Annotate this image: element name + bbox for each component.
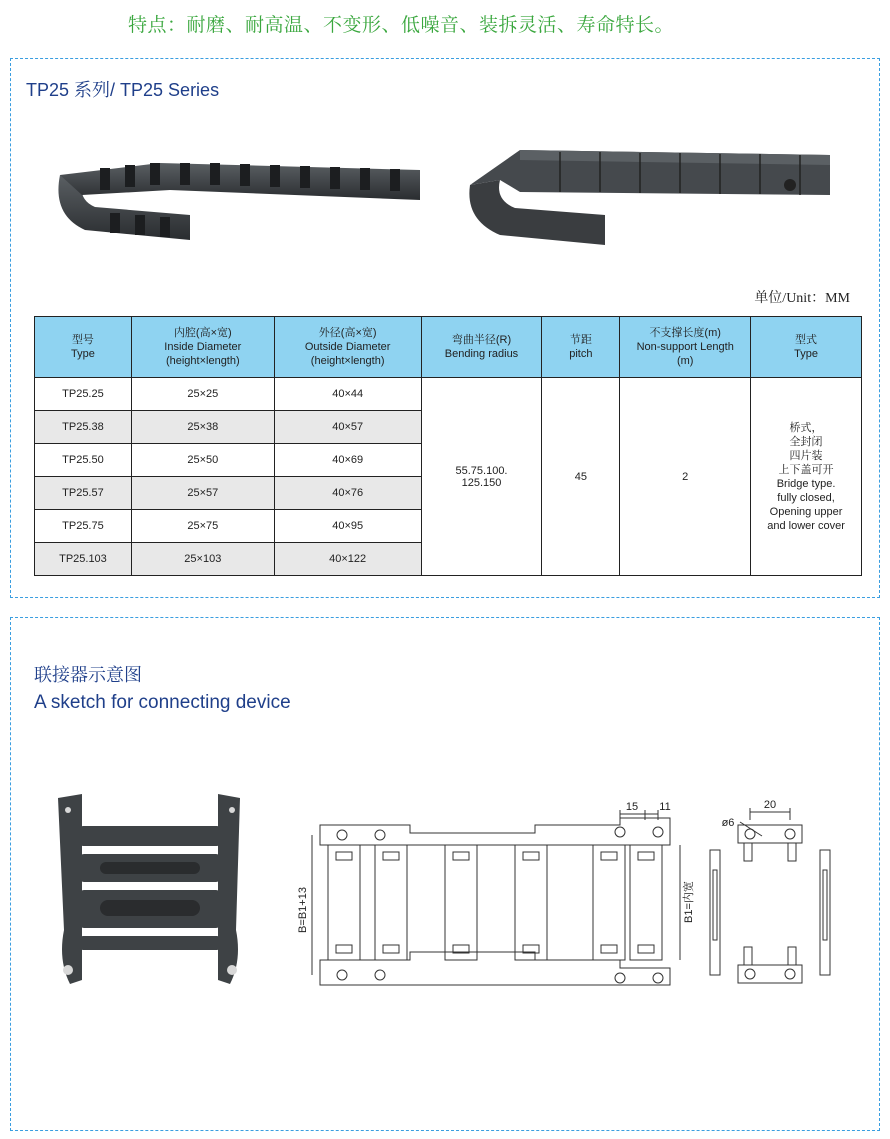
header-non-support-length: 不支撑长度(m) Non-support Length (m) <box>620 317 751 378</box>
cell-model: TP25.75 <box>35 510 132 543</box>
cell-non-support-length: 2 <box>620 378 751 576</box>
header-type: 型号 Type <box>35 317 132 378</box>
drag-chain-photo-right <box>460 140 840 255</box>
sketch-title-en: A sketch for connecting device <box>34 692 291 713</box>
spec-table <box>34 316 862 576</box>
cell-inside: 25×75 <box>131 510 274 543</box>
dim-b-label: B=B1+13 <box>297 887 309 933</box>
cell-model: TP25.50 <box>35 444 132 477</box>
dim-phi6-label: ø6 <box>721 817 735 829</box>
cell-pitch: 45 <box>542 378 620 576</box>
dim-b1-label: B1=内宽 <box>683 881 695 923</box>
table-header-row <box>35 317 862 378</box>
header-pitch: 节距 pitch <box>542 317 620 378</box>
header-inside-diameter: 内腔(高×宽) Inside Diameter (height×length) <box>131 317 274 378</box>
dim-11-label: 11 <box>659 801 671 813</box>
connector-drawing-top-view <box>290 790 695 1000</box>
cell-model: TP25.38 <box>35 411 132 444</box>
cell-outside: 40×44 <box>274 378 421 411</box>
cell-inside: 25×103 <box>131 543 274 576</box>
cell-outside: 40×69 <box>274 444 421 477</box>
cell-outside: 40×76 <box>274 477 421 510</box>
cell-type-desc: 桥式， 全封闭 四片装 上下盖可开 Bridge type. fully closed, Opening upper and lower cover <box>751 378 862 576</box>
dim-15-label: 15 <box>625 801 639 813</box>
unit-label: 单位/Unit：MM <box>754 291 850 306</box>
connector-photo <box>50 790 250 990</box>
dim-20-label: 20 <box>763 799 777 811</box>
drag-chain-photo-left <box>40 135 430 255</box>
series-title: TP25 系列/ TP25 Series <box>26 80 220 100</box>
cell-inside: 25×25 <box>131 378 274 411</box>
sketch-title-cn: 联接器示意图 <box>34 665 142 686</box>
cell-inside: 25×38 <box>131 411 274 444</box>
cell-model: TP25.57 <box>35 477 132 510</box>
header-type-style: 型式 Type <box>751 317 862 378</box>
cell-outside: 40×57 <box>274 411 421 444</box>
cell-outside: 40×122 <box>274 543 421 576</box>
cell-model: TP25.25 <box>35 378 132 411</box>
cell-bending-radius: 55.75.100. 125.150 <box>421 378 542 576</box>
connector-drawing-side-view <box>700 790 850 1000</box>
feature-headline: 特点：耐磨、耐高温、不变形、低噪音、装拆灵活、寿命特长。 <box>128 14 675 36</box>
header-bending-radius: 弯曲半径(R) Bending radius <box>421 317 542 378</box>
cell-outside: 40×95 <box>274 510 421 543</box>
cell-inside: 25×50 <box>131 444 274 477</box>
header-outside-diameter: 外径(高×宽) Outside Diameter (height×length) <box>274 317 421 378</box>
cell-model: TP25.103 <box>35 543 132 576</box>
table-row <box>35 378 862 411</box>
cell-inside: 25×57 <box>131 477 274 510</box>
